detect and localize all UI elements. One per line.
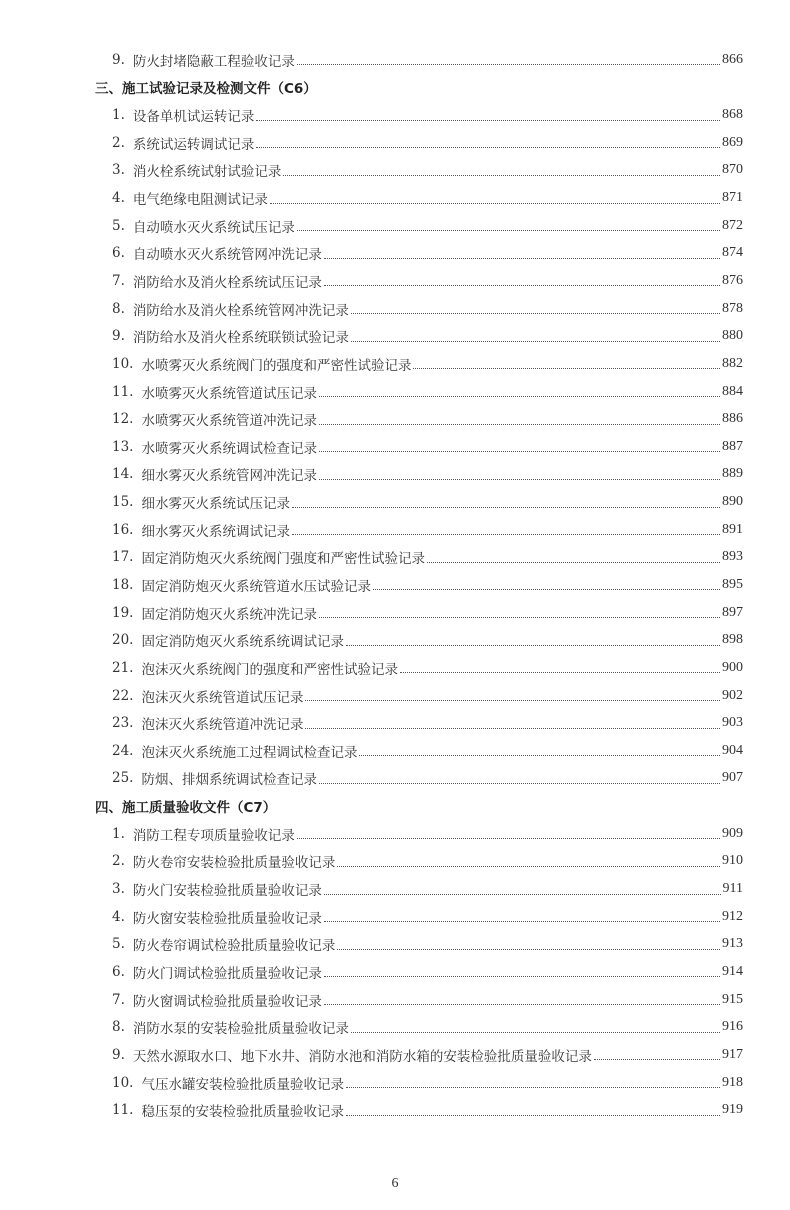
dot-leader [319, 424, 720, 425]
entry-title: 消防水泵的安装检验批质量验收记录 [132, 1021, 349, 1038]
dot-leader [351, 1032, 720, 1033]
entry-page-number: 882 [722, 355, 743, 371]
dot-leader [324, 285, 720, 286]
toc-entry[interactable] [95, 267, 743, 295]
toc-entry[interactable] [95, 958, 743, 986]
entry-title: 固定消防炮灭火系统系统调试记录 [141, 634, 344, 651]
toc-entry[interactable] [95, 765, 743, 793]
entry-page-number: 891 [722, 521, 743, 537]
entry-page-number: 871 [722, 190, 743, 206]
entry-page-number: 900 [722, 659, 743, 675]
toc-entry[interactable] [95, 875, 743, 903]
entry-page-number: 910 [722, 853, 743, 869]
entry-title: 水喷雾灭火系统调试检查记录 [141, 440, 317, 457]
entry-page-number: 904 [722, 742, 743, 758]
toc-entry[interactable] [95, 350, 743, 378]
dot-leader [283, 175, 720, 176]
entry-page-number: 876 [722, 272, 743, 288]
entry-page-number: 907 [722, 770, 743, 786]
dot-leader [400, 672, 720, 673]
entry-number: 5. [112, 217, 125, 234]
toc-entry[interactable] [95, 184, 743, 212]
entry-page-number: 869 [722, 134, 743, 150]
toc-entry[interactable] [95, 129, 743, 157]
toc-entry[interactable] [95, 46, 743, 74]
entry-page-number: 872 [722, 217, 743, 233]
entry-page-number: 897 [722, 604, 743, 620]
entry-number: 8. [112, 300, 125, 317]
entry-number: 13. [112, 438, 134, 455]
toc-entry[interactable] [95, 516, 743, 544]
entry-page-number: 917 [722, 1046, 743, 1062]
toc-entry[interactable] [95, 433, 743, 461]
toc-entry[interactable] [95, 820, 743, 848]
entry-title: 气压水罐安装检验批质量验收记录 [141, 1076, 344, 1093]
entry-page-number: 914 [722, 963, 743, 979]
toc-entry[interactable] [95, 322, 743, 350]
entry-page-number: 913 [722, 936, 743, 952]
toc-entry[interactable] [95, 571, 743, 599]
entry-number: 23. [112, 715, 134, 732]
entry-page-number: 886 [722, 411, 743, 427]
entry-number: 12. [112, 411, 134, 428]
entry-title: 固定消防炮灭火系统管道水压试验记录 [141, 578, 371, 595]
entry-title: 电气绝缘电阻测试记录 [132, 192, 268, 209]
toc-entry[interactable] [95, 101, 743, 129]
dot-leader [297, 64, 720, 65]
entry-title: 水喷雾灭火系统阀门的强度和严密性试验记录 [141, 357, 412, 374]
entry-title: 防烟、排烟系统调试检查记录 [141, 772, 317, 789]
dot-leader [346, 1087, 720, 1088]
entry-number: 11. [112, 1102, 134, 1119]
entry-number: 6. [112, 963, 125, 980]
toc-entry[interactable] [95, 1069, 743, 1097]
dot-leader [319, 451, 720, 452]
dot-leader [324, 921, 720, 922]
entry-title: 防火窗安装检验批质量验收记录 [132, 910, 322, 927]
dot-leader [427, 562, 720, 563]
entry-number: 10. [112, 355, 134, 372]
entry-title: 固定消防炮灭火系统冲洗记录 [141, 606, 317, 623]
toc-entry[interactable] [95, 654, 743, 682]
dot-leader [351, 313, 720, 314]
toc-entry[interactable] [95, 848, 743, 876]
entry-title: 防火门安装检验批质量验收记录 [132, 883, 322, 900]
entry-title: 消火栓系统试射试验记录 [132, 164, 282, 181]
entry-title: 设备单机试运转记录 [132, 109, 255, 126]
toc-entry[interactable] [95, 931, 743, 959]
dot-leader [319, 783, 720, 784]
entry-page-number: 903 [722, 715, 743, 731]
dot-leader [305, 700, 720, 701]
dot-leader [270, 203, 720, 204]
entry-title: 自动喷水灭火系统管网冲洗记录 [132, 247, 322, 264]
entry-title: 防火卷帘调试检验批质量验收记录 [132, 938, 336, 955]
page-number: 6 [391, 1176, 399, 1191]
entry-number: 17. [112, 549, 134, 566]
entry-title: 泡沫灭火系统阀门的强度和严密性试验记录 [141, 661, 398, 678]
toc-entry[interactable] [95, 986, 743, 1014]
entry-title: 防火卷帘安装检验批质量验收记录 [132, 855, 336, 872]
entry-number: 25. [112, 770, 134, 787]
entry-number: 19. [112, 604, 134, 621]
entry-title: 防火窗调试检验批质量验收记录 [132, 993, 322, 1010]
dot-leader [319, 617, 720, 618]
entry-number: 9. [112, 51, 125, 68]
entry-page-number: 884 [722, 383, 743, 399]
entry-number: 1. [112, 107, 125, 124]
entry-title: 系统试运转调试记录 [132, 136, 255, 153]
toc-entry[interactable] [95, 903, 743, 931]
entry-number: 2. [112, 134, 125, 151]
entry-title: 细水雾灭火系统管网冲洗记录 [141, 468, 317, 485]
entry-title: 固定消防炮灭火系统阀门强度和严密性试验记录 [141, 551, 425, 568]
dot-leader [324, 258, 720, 259]
dot-leader [256, 120, 720, 121]
entry-page-number: 898 [722, 632, 743, 648]
dot-leader [337, 949, 720, 950]
entry-number: 7. [112, 991, 125, 1008]
entry-page-number: 895 [722, 576, 743, 592]
entry-title: 自动喷水灭火系统试压记录 [132, 219, 295, 236]
section-title: 四、施工质量验收文件（C7） [95, 800, 277, 817]
entry-number: 24. [112, 742, 134, 759]
entry-page-number: 874 [722, 245, 743, 261]
section-title: 三、施工试验记录及检测文件（C6） [95, 81, 317, 98]
toc-entry[interactable] [95, 737, 743, 765]
entry-page-number: 870 [722, 162, 743, 178]
entry-number: 4. [112, 908, 125, 925]
entry-page-number: 902 [722, 687, 743, 703]
entry-title: 泡沫灭火系统管道试压记录 [141, 689, 304, 706]
toc-entry[interactable] [95, 682, 743, 710]
entry-title: 消防给水及消火栓系统联锁试验记录 [132, 330, 349, 347]
table-of-contents [95, 46, 743, 1124]
entry-page-number: 878 [722, 300, 743, 316]
entry-title: 消防工程专项质量验收记录 [132, 827, 295, 844]
entry-number: 16. [112, 521, 134, 538]
entry-number: 7. [112, 272, 125, 289]
entry-title: 水喷雾灭火系统管道试压记录 [141, 385, 317, 402]
entry-page-number: 880 [722, 328, 743, 344]
dot-leader [297, 230, 720, 231]
entry-title: 水喷雾灭火系统管道冲洗记录 [141, 413, 317, 430]
dot-leader [324, 1004, 720, 1005]
dot-leader [292, 534, 720, 535]
toc-entry[interactable] [95, 1013, 743, 1041]
entry-page-number: 912 [722, 908, 743, 924]
entry-number: 1. [112, 825, 125, 842]
dot-leader [305, 728, 720, 729]
entry-number: 14. [112, 466, 134, 483]
toc-entry[interactable] [95, 295, 743, 323]
entry-page-number: 911 [722, 881, 743, 897]
toc-entry[interactable] [95, 1041, 743, 1069]
entry-number: 11. [112, 383, 134, 400]
toc-entry[interactable] [95, 599, 743, 627]
entry-number: 18. [112, 576, 134, 593]
entry-title: 稳压泵的安装检验批质量验收记录 [141, 1104, 344, 1121]
entry-number: 3. [112, 881, 125, 898]
entry-title: 防火封堵隐蔽工程验收记录 [132, 53, 295, 70]
entry-page-number: 893 [722, 549, 743, 565]
entry-title: 消防给水及消火栓系统试压记录 [132, 274, 322, 291]
toc-entry[interactable] [95, 212, 743, 240]
entry-title: 泡沫灭火系统施工过程调试检查记录 [141, 744, 358, 761]
dot-leader [337, 866, 720, 867]
dot-leader [256, 147, 720, 148]
dot-leader [373, 589, 720, 590]
toc-entry[interactable] [95, 544, 743, 572]
entry-title: 消防给水及消火栓系统管网冲洗记录 [132, 302, 349, 319]
entry-number: 21. [112, 659, 134, 676]
entry-number: 6. [112, 245, 125, 262]
dot-leader [319, 396, 720, 397]
toc-entry[interactable] [95, 709, 743, 737]
entry-page-number: 868 [722, 107, 743, 123]
toc-entry[interactable] [95, 626, 743, 654]
entry-number: 15. [112, 494, 134, 511]
dot-leader [359, 755, 720, 756]
entry-number: 9. [112, 328, 125, 345]
dot-leader [324, 976, 720, 977]
entry-number: 2. [112, 853, 125, 870]
entry-page-number: 890 [722, 494, 743, 510]
dot-leader [297, 838, 720, 839]
entry-number: 4. [112, 190, 125, 207]
toc-entry[interactable] [95, 461, 743, 489]
entry-title: 防火门调试检验批质量验收记录 [132, 965, 322, 982]
entry-title: 天然水源取水口、地下水井、消防水池和消防水箱的安装检验批质量验收记录 [132, 1048, 592, 1065]
dot-leader [319, 479, 720, 480]
entry-page-number: 918 [722, 1074, 743, 1090]
entry-number: 3. [112, 162, 125, 179]
dot-leader [324, 894, 721, 895]
dot-leader [346, 645, 720, 646]
dot-leader [413, 368, 720, 369]
entry-title: 泡沫灭火系统管道冲洗记录 [141, 717, 304, 734]
toc-entry[interactable] [95, 378, 743, 406]
entry-page-number: 915 [722, 991, 743, 1007]
entry-page-number: 909 [722, 825, 743, 841]
entry-number: 20. [112, 632, 134, 649]
entry-number: 9. [112, 1046, 125, 1063]
dot-leader [346, 1115, 720, 1116]
toc-section-heading[interactable] [95, 74, 743, 102]
entry-page-number: 916 [722, 1019, 743, 1035]
entry-number: 5. [112, 936, 125, 953]
entry-page-number: 919 [722, 1102, 743, 1118]
toc-entry[interactable] [95, 157, 743, 185]
toc-section-heading[interactable] [95, 792, 743, 820]
dot-leader [292, 507, 720, 508]
entry-title: 细水雾灭火系统试压记录 [141, 496, 290, 513]
toc-entry[interactable] [95, 405, 743, 433]
entry-number: 8. [112, 1019, 125, 1036]
toc-entry[interactable] [95, 488, 743, 516]
entry-number: 22. [112, 687, 134, 704]
entry-page-number: 887 [722, 438, 743, 454]
entry-title: 细水雾灭火系统调试记录 [141, 523, 290, 540]
toc-entry[interactable] [95, 239, 743, 267]
toc-entry[interactable] [95, 1096, 743, 1124]
dot-leader [594, 1059, 720, 1060]
entry-number: 10. [112, 1074, 134, 1091]
dot-leader [351, 341, 720, 342]
entry-page-number: 889 [722, 466, 743, 482]
entry-page-number: 866 [722, 51, 743, 67]
